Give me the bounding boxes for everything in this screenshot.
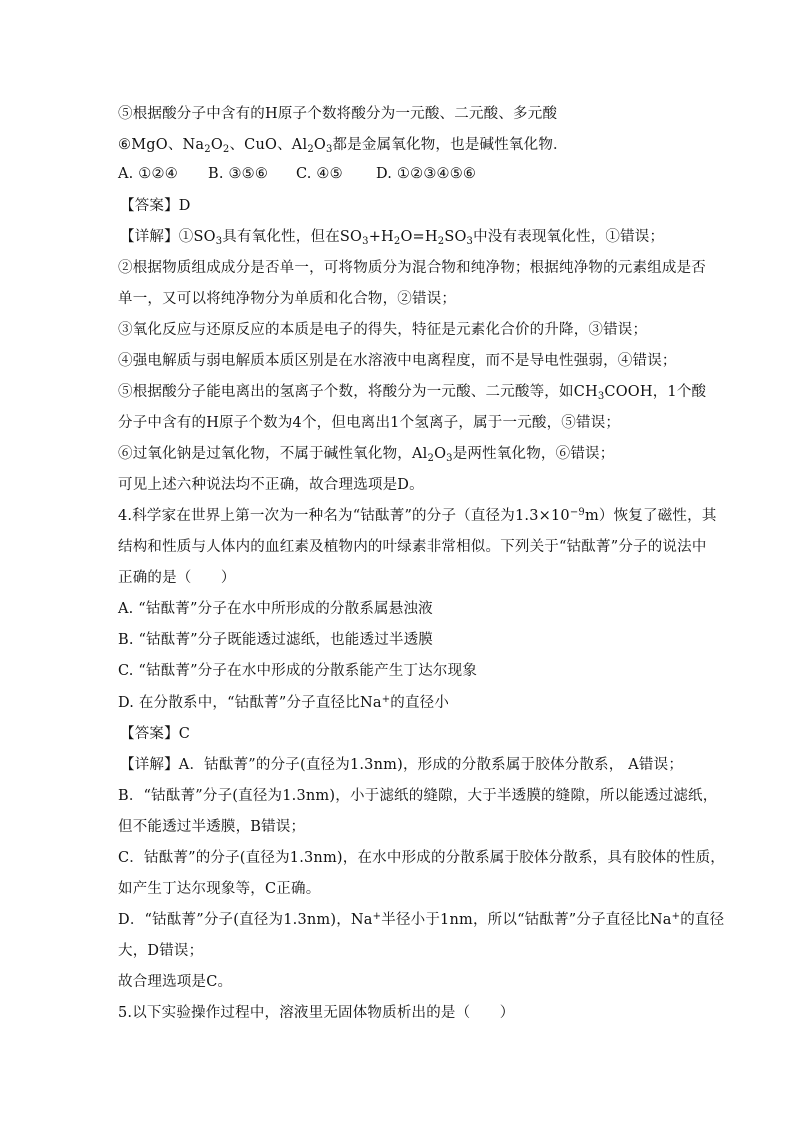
q4-detail-b2: 但不能透过半透膜，B错误； xyxy=(118,819,306,835)
q4-conclusion: 故合理选项是C。 xyxy=(118,974,233,990)
q3-option-d: D. ①②③④⑤⑥ xyxy=(376,166,477,182)
q5-stem: 5.以下实验操作过程中，溶液里无固体物质析出的是（ ） xyxy=(118,1005,515,1021)
q3-answer: 【答案】D xyxy=(120,198,191,214)
q3-conclusion: 可见上述六种说法均不正确，故合理选项是D。 xyxy=(118,477,424,493)
q3-detail-4: ④强电解质与弱电解质本质区别是在水溶液中电离程度，而不是导电性强弱，④错误； xyxy=(118,353,677,369)
q3-options xyxy=(118,164,476,184)
q3-detail-2a: ②根据物质组成成分是否单一，可将物质分为混合物和纯净物；根据纯净物的元素组成是否 xyxy=(118,260,706,276)
q3-statement-6: ⑥MgO、$Na_2O_2$、CuO、$Al_2O_3$都是金属氧化物，也是碱性氧化物． xyxy=(118,137,568,155)
q4-detail-c1: C．钴酞菁”的分子(直径为1.3nm)，在水中形成的分散系属于胶体分散系，具有胶体的性质， xyxy=(118,850,725,866)
q4-detail-a: 【详解】A．钴酞菁”的分子(直径为1.3nm)，形成的分散系属于胶体分散系， A错误； xyxy=(120,757,684,773)
q4-option-d: D. 在分散系中，“钴酞菁”分子直径比Na+的直径小 xyxy=(118,694,450,711)
q4-detail-d1: D．“钴酞菁”分子(直径为1.3nm)，Na+半径小于1nm，所以“钴酞菁”分子直径比Na+的直径 xyxy=(118,911,725,928)
q4-detail-d2: 大，D错误； xyxy=(118,943,204,959)
q3-detail-3: ③氧化反应与还原反应的本质是电子的得失，特征是元素化合价的升降，③错误； xyxy=(118,322,648,338)
q3-option-c: C. ④⑤ xyxy=(296,166,343,182)
q4-option-a: A. “钴酞菁”分子在水中所形成的分散系属悬浊液 xyxy=(118,601,433,617)
q3-statement-5: ⑤根据酸分子中含有的H原子个数将酸分为一元酸、二元酸、多元酸 xyxy=(118,106,558,122)
q3-option-a: A. ①②④ xyxy=(118,166,178,182)
q4-stem-2: 结构和性质与人体内的血红素及植物内的叶绿素非常相似。下列关于“钴酞菁”分子的说法中 xyxy=(118,539,707,555)
q3-detail-2b: 单一，又可以将纯净物分为单质和化合物，②错误； xyxy=(118,291,457,307)
q4-stem-3: 正确的是（ ） xyxy=(118,570,236,586)
q3-detail-6: ⑥过氧化钠是过氧化物，不属于碱性氧化物，$Al_2O_3$是两性氧化物，⑥错误； xyxy=(118,446,615,464)
q3-option-b: B. ③⑤⑥ xyxy=(208,166,269,182)
q3-detail-5b: 分子中含有的H原子个数为4个，但电离出1个氢离子，属于一元酸，⑤错误； xyxy=(118,415,621,431)
q4-answer: 【答案】C xyxy=(120,726,191,742)
q4-detail-c2: 如产生丁达尔现象等，C正确。 xyxy=(118,881,321,897)
q4-stem-1: 4.科学家在世界上第一次为一种名为“钴酞菁”的分子（直径为$1.3\times 10^{-9}m$）恢复了磁性，其 xyxy=(118,507,717,524)
q4-option-c: C. “钴酞菁”分子在水中形成的分散系能产生丁达尔现象 xyxy=(118,663,478,679)
q4-detail-b1: B．“钴酞菁”分子(直径为1.3nm)，小于滤纸的缝隙，大于半透膜的缝隙，所以能透过滤纸， xyxy=(118,788,718,804)
q3-detail-5a: ⑤根据酸分子能电离出的氢离子个数，将酸分为一元酸、二元酸等，如$CH_3COOH$，1个酸 xyxy=(118,384,707,402)
q3-detail-1: 【详解】$①SO_3$具有氧化性，但在$SO_3+H_2O=H_2SO_3$中没有表现氧化性，①错误； xyxy=(120,229,665,247)
q4-option-b: B. “钴酞菁”分子既能透过滤纸，也能透过半透膜 xyxy=(118,632,433,648)
